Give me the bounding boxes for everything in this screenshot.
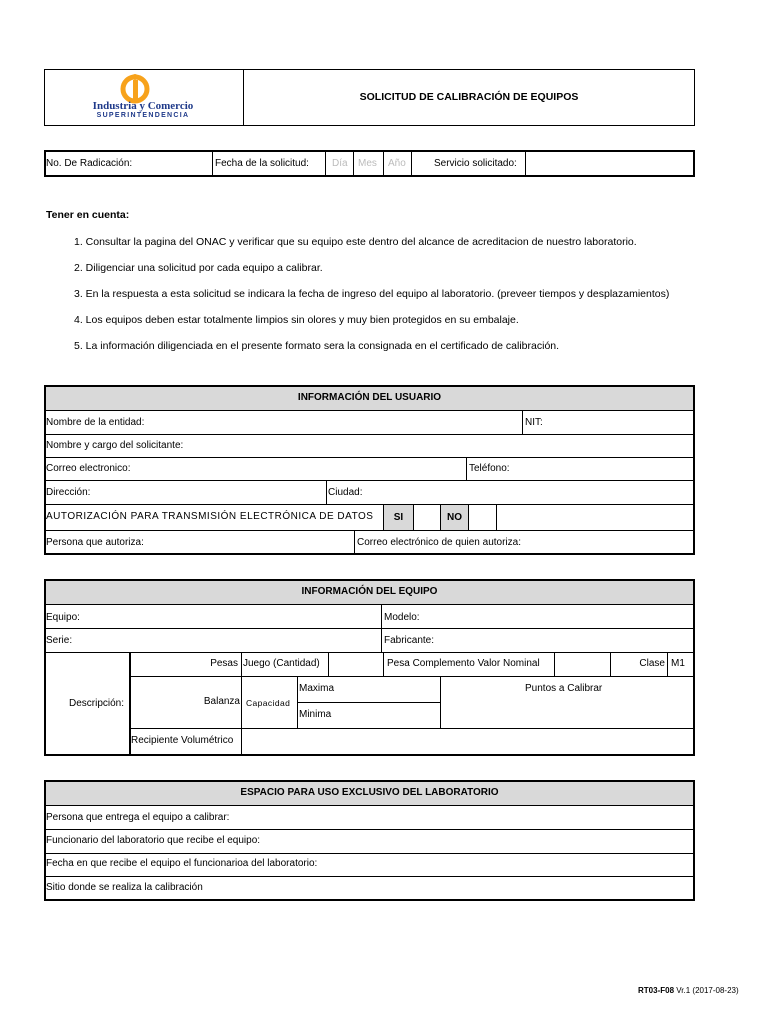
minima-label: Minima: [299, 709, 332, 720]
divider: [496, 504, 497, 530]
descripcion-label: Descripción:: [69, 698, 125, 709]
telefono-label: Teléfono:: [469, 463, 510, 474]
balanza-label: Balanza: [203, 696, 240, 707]
solicitante-label: Nombre y cargo del solicitante:: [46, 440, 184, 451]
divider: [667, 652, 668, 676]
servicio-label: Servicio solicitado:: [434, 158, 517, 169]
row-line: [297, 702, 440, 703]
row-line: [129, 676, 695, 677]
recipiente-label: Recipiente Volumétrico: [131, 735, 234, 746]
row-line: [44, 480, 695, 481]
row-line: [44, 652, 695, 653]
footer-code: [638, 985, 739, 997]
si-checkbox[interactable]: [414, 505, 440, 530]
note-item: 4. Los equipos deben estar totalmente limpios sin olores y muy bien protegidos en su embalaje.: [74, 314, 519, 326]
equipo-label: Equipo:: [46, 612, 80, 623]
fecha-mes[interactable]: Mes: [358, 158, 377, 169]
row-line: [44, 457, 695, 458]
divider: [353, 150, 354, 177]
divider: [525, 150, 526, 177]
persona-autoriza-label: Persona que autoriza:: [46, 537, 144, 548]
divider: [554, 652, 555, 676]
laboratorio-row: Funcionario del laboratorio que recibe el equipo:: [46, 835, 261, 846]
row-line: [44, 829, 695, 830]
serie-label: Serie:: [46, 635, 73, 646]
divider: [328, 652, 329, 676]
row-line: [44, 434, 695, 435]
modelo-label: Modelo:: [384, 612, 420, 623]
radicacion-label: No. De Radicación:: [46, 158, 133, 169]
divider: [212, 150, 213, 177]
pesas-label: Pesas: [210, 658, 238, 669]
row-line: [129, 728, 695, 729]
footer-version: Vr.1 (2017-08-23): [676, 986, 739, 995]
nit-label: NIT:: [525, 417, 543, 428]
direccion-label: Dirección:: [46, 487, 91, 498]
laboratorio-row: Fecha en que recibe el equipo el funcionarioa del laboratorio:: [46, 858, 318, 869]
no-option[interactable]: NO: [441, 505, 468, 530]
divider: [522, 411, 523, 434]
ciudad-label: Ciudad:: [328, 487, 363, 498]
row-line: [44, 504, 695, 505]
usuario-title: INFORMACIÓN DEL USUARIO: [46, 387, 693, 411]
logo: [84, 74, 202, 122]
divider: [440, 676, 441, 728]
autorizacion-label: AUTORIZACIÓN PARA TRANSMISIÓN ELECTRÓNICA DE DATOS: [46, 511, 374, 522]
si-option[interactable]: SI: [384, 505, 413, 530]
note-item: 5. La información diligenciada en el presente formato sera la consignada en el certificado de calibración.: [74, 340, 560, 352]
divider: [326, 480, 327, 504]
pesa-complemento-label: Pesa Complemento Valor Nominal: [387, 658, 540, 669]
laboratorio-title: ESPACIO PARA USO EXCLUSIVO DEL LABORATORIO: [46, 782, 693, 806]
notes-heading: Tener en cuenta:: [46, 209, 130, 221]
note-item: 3. En la respuesta a esta solicitud se indicara la fecha de ingreso del equipo al laboratorio. (preveer tiempos y desplazamientos): [74, 288, 670, 300]
divider: [466, 457, 467, 480]
fecha-dia[interactable]: Día: [332, 158, 348, 169]
laboratorio-row: Persona que entrega el equipo a calibrar:: [46, 812, 230, 823]
clase-value: M1: [671, 658, 685, 669]
row-line: [44, 530, 695, 531]
divider: [383, 150, 384, 177]
row-line: [44, 853, 695, 854]
row-line: [44, 628, 695, 629]
puntos-calibrar-label: Puntos a Calibrar: [525, 683, 603, 694]
maxima-label: Maxima: [299, 683, 335, 694]
fecha-ano[interactable]: Año: [388, 158, 406, 169]
divider: [241, 652, 242, 756]
divider: [297, 676, 298, 728]
juego-label: Juego (Cantidad): [243, 658, 320, 669]
capacidad-label: Capacidad: [246, 698, 291, 708]
footer-code-id: RT03-F08: [638, 986, 675, 995]
laboratorio-row: Sitio donde se realiza la calibración: [46, 882, 203, 893]
clase-label: Clase: [639, 658, 665, 669]
divider: [411, 150, 412, 177]
fabricante-label: Fabricante:: [384, 635, 435, 646]
logo-line1: Industria y Comercio: [92, 100, 194, 112]
page-title: SOLICITUD DE CALIBRACIÓN DE EQUIPOS: [359, 91, 579, 103]
correo-autoriza-label: Correo electrónico de quien autoriza:: [357, 537, 521, 548]
row-line: [44, 876, 695, 877]
note-item: 2. Diligenciar una solicitud por cada equipo a calibrar.: [74, 262, 323, 274]
entidad-label: Nombre de la entidad:: [46, 417, 145, 428]
divider: [381, 605, 382, 652]
no-checkbox[interactable]: [469, 505, 496, 530]
logo-line2: SUPERINTENDENCIA: [96, 112, 190, 119]
fecha-solicitud-label: Fecha de la solicitud:: [215, 158, 309, 169]
divider: [383, 652, 384, 676]
divider: [354, 530, 355, 555]
note-item: 1. Consultar la pagina del ONAC y verificar que su equipo este dentro del alcance de acreditacion de nuestro laboratorio.: [74, 236, 637, 248]
divider: [325, 150, 326, 177]
servicio-field[interactable]: [527, 152, 693, 175]
equipo-title: INFORMACIÓN DEL EQUIPO: [46, 581, 693, 605]
correo-label: Correo electronico:: [46, 463, 131, 474]
